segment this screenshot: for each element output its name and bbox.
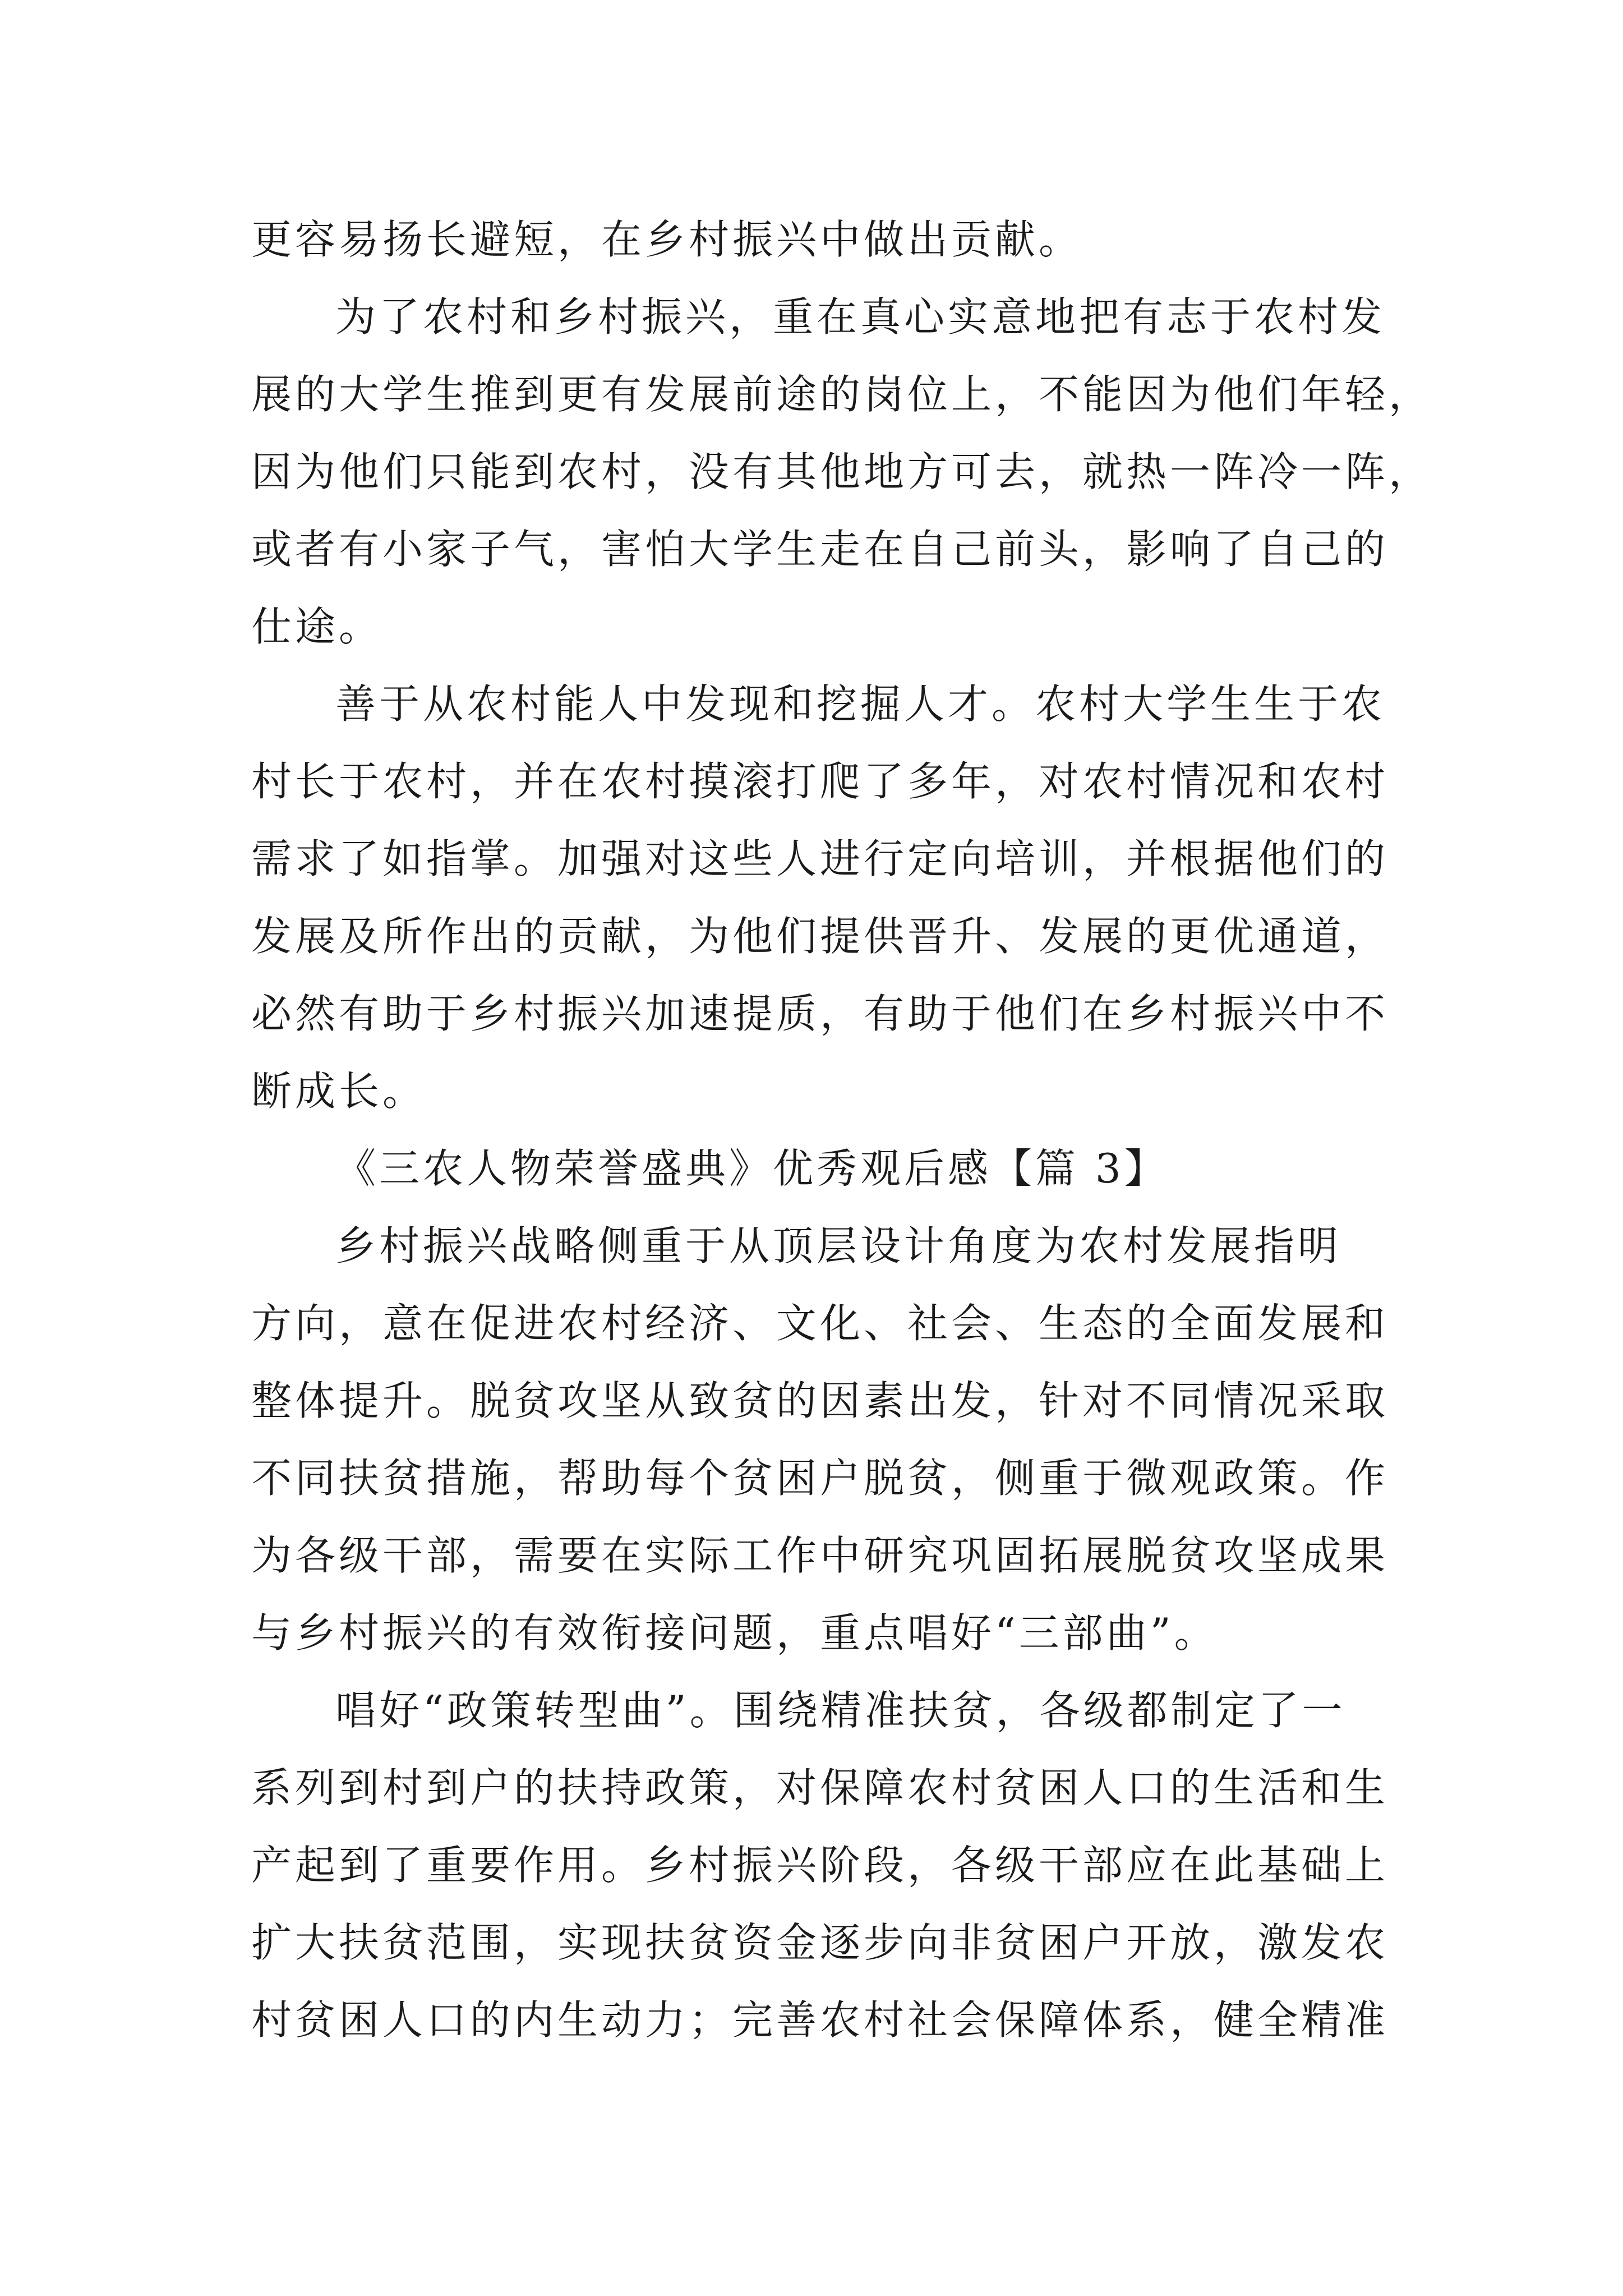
text-line: 需求了如指掌。加强对这些人进行定向培训，并根据他们的	[251, 835, 1389, 882]
text-line: 不同扶贫措施，帮助每个贫困户脱贫，侧重于微观政策。作	[251, 1455, 1389, 1502]
text-line: 仕途。	[251, 603, 383, 650]
text-line: 乡村振兴战略侧重于从顶层设计角度为农村发展指明	[335, 1222, 1342, 1269]
text-line: 发展及所作出的贡献，为他们提供晋升、发展的更优通道，	[251, 913, 1389, 960]
text-line: 更容易扬长避短，在乡村振兴中做出贡献。	[251, 216, 1083, 263]
text-line: 展的大学生推到更有发展前途的岗位上，不能因为他们年轻，	[251, 371, 1433, 418]
text-line: 善于从农村能人中发现和挖掘人才。农村大学生生于农	[335, 680, 1386, 728]
text-line: 村长于农村，并在农村摸滚打爬了多年，对农村情况和农村	[251, 758, 1389, 805]
text-line: 断成长。	[251, 1068, 427, 1115]
text-line: 为各级干部，需要在实际工作中研究巩固拓展脱贫攻坚成果	[251, 1532, 1389, 1579]
text-line: 系列到村到户的扶持政策，对保障农村贫困人口的生活和生	[251, 1764, 1389, 1811]
text-line: 唱好“政策转型曲”。围绕精准扶贫，各级都制定了一	[335, 1687, 1346, 1734]
text-line: 因为他们只能到农村，没有其他地方可去，就热一阵冷一阵，	[251, 448, 1433, 495]
text-line: 与乡村振兴的有效衔接问题，重点唱好“三部曲”。	[251, 1609, 1218, 1657]
text-line: 扩大扶贫范围，实现扶贫资金逐步向非贫困户开放，激发农	[251, 1919, 1389, 1966]
text-line: 产起到了重要作用。乡村振兴阶段，各级干部应在此基础上	[251, 1842, 1389, 1889]
section-heading: 《三农人物荣誉盛典》优秀观后感【篇 3】	[335, 1145, 1168, 1192]
text-line: 或者有小家子气，害怕大学生走在自己前头，影响了自己的	[251, 526, 1389, 573]
text-line: 方向，意在促进农村经济、文化、社会、生态的全面发展和	[251, 1300, 1389, 1347]
text-line: 村贫困人口的内生动力；完善农村社会保障体系，健全精准	[251, 1996, 1389, 2044]
text-line: 为了农村和乡村振兴，重在真心实意地把有志于农村发	[335, 293, 1386, 341]
text-line: 整体提升。脱贫攻坚从致贫的因素出发，针对不同情况采取	[251, 1377, 1389, 1424]
text-line: 必然有助于乡村振兴加速提质，有助于他们在乡村振兴中不	[251, 990, 1389, 1037]
body-text	[251, 201, 1433, 2059]
